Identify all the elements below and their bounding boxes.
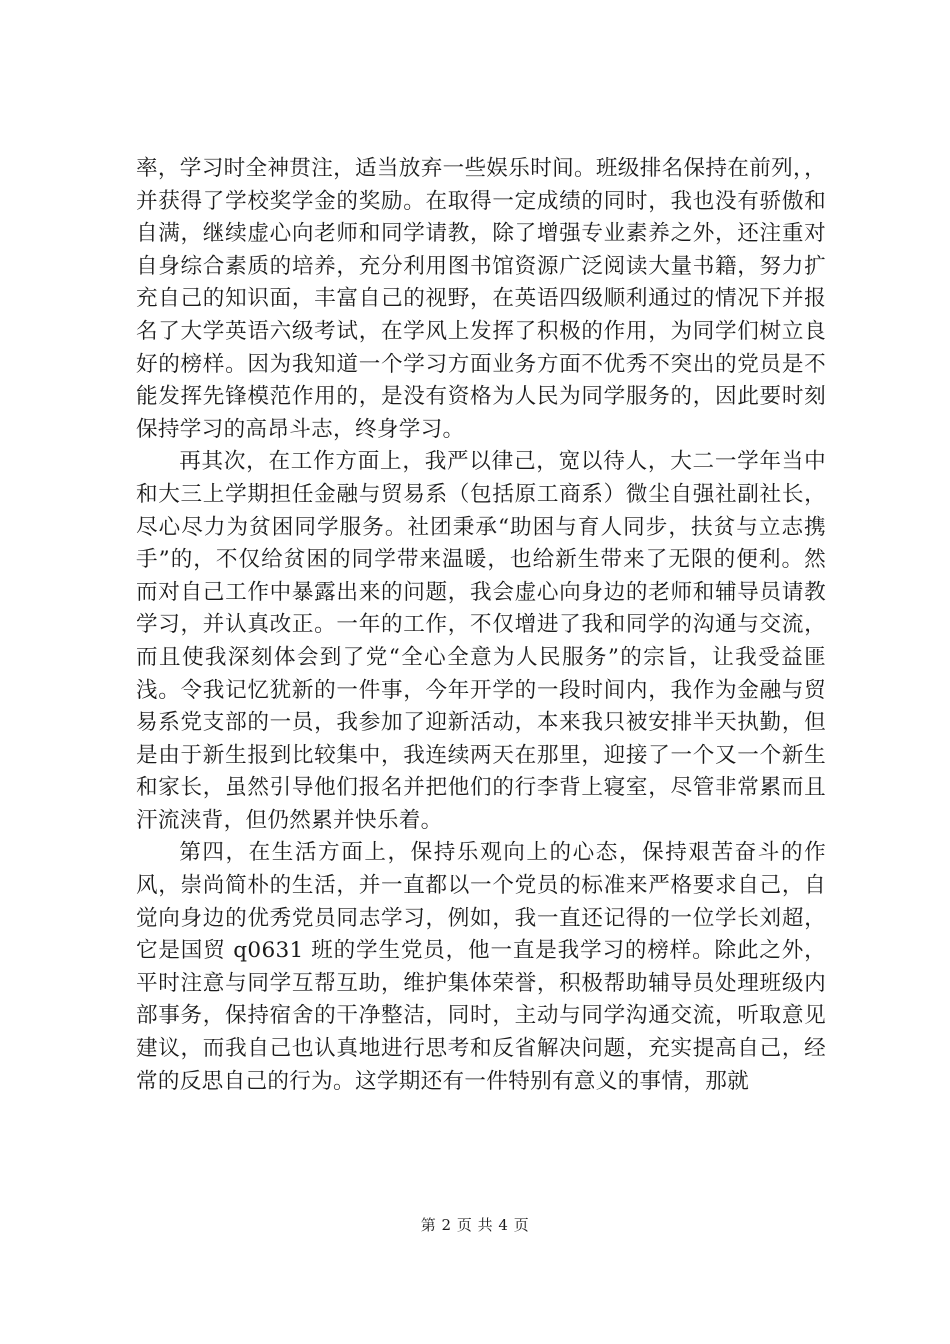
paragraph-1: 率，学习时全神贯注，适当放弃一些娱乐时间。班级排名保持在前列，，并获得了学校奖学金的奖励。在取得一定成绩的同时，我也没有骄傲和自满，继续虚心向老师和同学请教，除了增强专业素养之外，还注重对自身综合素质的培养，充分利用图书馆资源广泛阅读大量书籍，努力扩充自己的知识面，丰富自己的视野，在英语四级顺利通过的情况下并报名了大学英语六级考试，在学风上发挥了积极的作用，为同学们树立良好的榜样。因为我知道一个学习方面业务方面不优秀不突出的党员是不能发挥先锋模范作用的，是没有资格为人民为同学服务的，因此要时刻保持学习的高昂斗志，终身学习。 [136, 156, 826, 442]
document-body [136, 153, 826, 1098]
paragraph-3: 第四，在生活方面上，保持乐观向上的心态，保持艰苦奋斗的作风，崇尚简朴的生活，并一直都以一个党员的标准来严格要求自己，自觉向身边的优秀党员同志学习，例如，我一直还记得的一位学长刘超，它是国贸 q0631 班的学生党员，他一直是我学习的榜样。除此之外，平时注意与同学互帮互助，维护集体荣誉，积极帮助辅导员处理班级内部事务，保持宿舍的干净整洁，同时，主动与同学沟通交流，听取意见建议，而我自己也认真地进行思考和反省解决问题，充实提高自己，经常的反思自己的行为。这学期还有一件特别有意义的事情，那就 [136, 840, 826, 1094]
paragraph-2: 再其次，在工作方面上，我严以律己，宽以待人，大二一学年当中和大三上学期担任金融与贸易系（包括原工商系）微尘自强社副社长，尽心尽力为贫困同学服务。社团秉承“助困与育人同步，扶贫与立志携手”的，不仅给贫困的同学带来温暖，也给新生带来了无限的便利。然而对自己工作中暴露出来的问题，我会虚心向身边的老师和辅导员请教学习，并认真改正。一年的工作，不仅增进了我和同学的沟通与交流，而且使我深刻体会到了党“全心全意为人民服务”的宗旨，让我受益匪浅。令我记忆犹新的一件事，今年开学的一段时间内，我作为金融与贸易系党支部的一员，我参加了迎新活动，本来我只被安排半天执勤，但是由于新生报到比较集中，我连续两天在那里，迎接了一个又一个新生和家长，虽然引导他们报名并把他们的行李背上寝室，尽管非常累而且汗流浃背，但仍然累并快乐着。 [136, 449, 826, 833]
page-footer: 第 2 页 共 4 页 [420, 1216, 530, 1234]
